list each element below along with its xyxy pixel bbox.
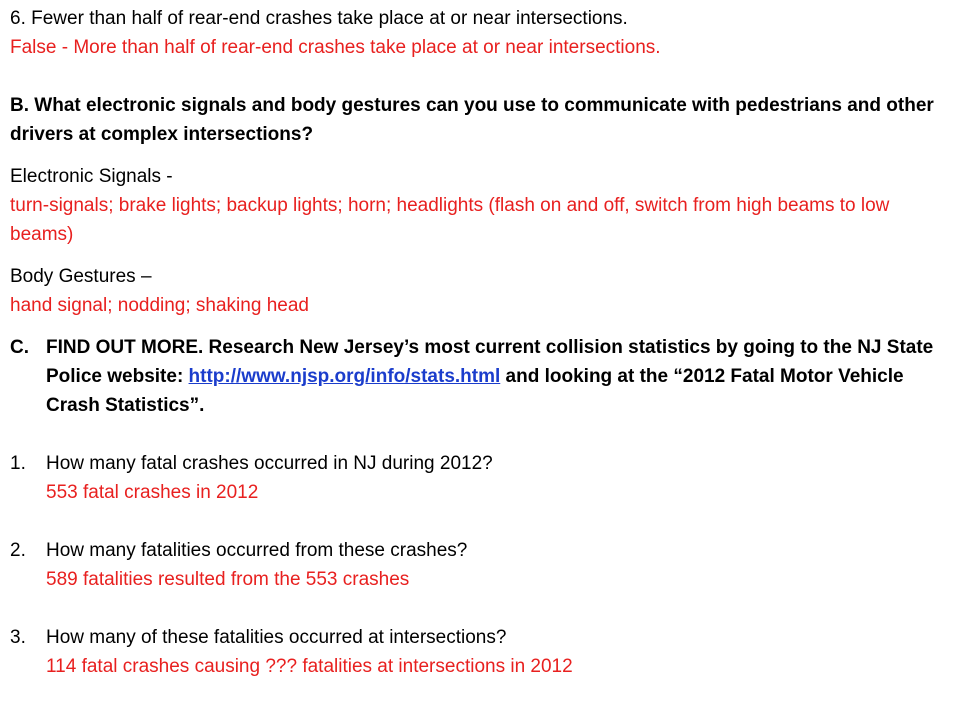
question-2-text: How many fatalities occurred from these crashes?: [46, 540, 468, 561]
question-1: [10, 449, 950, 507]
question-1-answer: 553 fatal crashes in 2012: [46, 482, 259, 503]
q6-answer: False - More than half of rear-end crashes take place at or near intersections.: [10, 37, 661, 58]
section-b-question: B. What electronic signals and body gestures can you use to communicate with pedestrians and other drivers at complex intersections?: [10, 95, 934, 145]
question-3-text: How many of these fatalities occurred at intersections?: [46, 627, 507, 648]
body-gestures-answer: hand signal; nodding; shaking head: [10, 295, 309, 316]
question-2-number: 2.: [10, 540, 26, 561]
spacer: [10, 249, 950, 262]
question-3: [10, 623, 950, 681]
q6-statement: 6. Fewer than half of rear-end crashes take place at or near intersections.: [10, 8, 628, 29]
spacer: [10, 420, 950, 449]
question-1-content: [46, 449, 950, 507]
spacer: [10, 62, 950, 91]
section-c-text-before: FIND OUT MORE. Research New Jersey’s most current collision statistics by going to the NJ State Police website:: [46, 337, 934, 387]
spacer: [10, 149, 950, 162]
section-c-text: [46, 333, 950, 420]
njsp-stats-link[interactable]: http://www.njsp.org/info/stats.html: [188, 366, 501, 387]
question-1-number: 1.: [10, 453, 26, 474]
worksheet-page: [10, 4, 950, 681]
question-2-answer: 589 fatalities resulted from the 553 crashes: [46, 569, 410, 590]
electronic-signals-answer: turn-signals; brake lights; backup lights; horn; headlights (flash on and off, switch from high beams to low beams): [10, 195, 890, 245]
body-gestures-label: Body Gestures –: [10, 266, 152, 287]
question-3-answer: 114 fatal crashes causing ??? fatalities at intersections in 2012: [46, 656, 573, 677]
section-c-text-after: and looking at the “2012 Fatal Motor Vehicle Crash Statistics”.: [46, 366, 904, 416]
question-2-content: [46, 536, 950, 594]
question-3-content: [46, 623, 950, 681]
question-3-number: 3.: [10, 627, 26, 648]
question-2: [10, 536, 950, 594]
section-c-number: C.: [10, 337, 29, 358]
section-c: [10, 333, 950, 420]
electronic-signals-label: Electronic Signals -: [10, 166, 173, 187]
spacer: [10, 594, 950, 623]
spacer: [10, 320, 950, 333]
spacer: [10, 507, 950, 536]
question-1-text: How many fatal crashes occurred in NJ during 2012?: [46, 453, 493, 474]
